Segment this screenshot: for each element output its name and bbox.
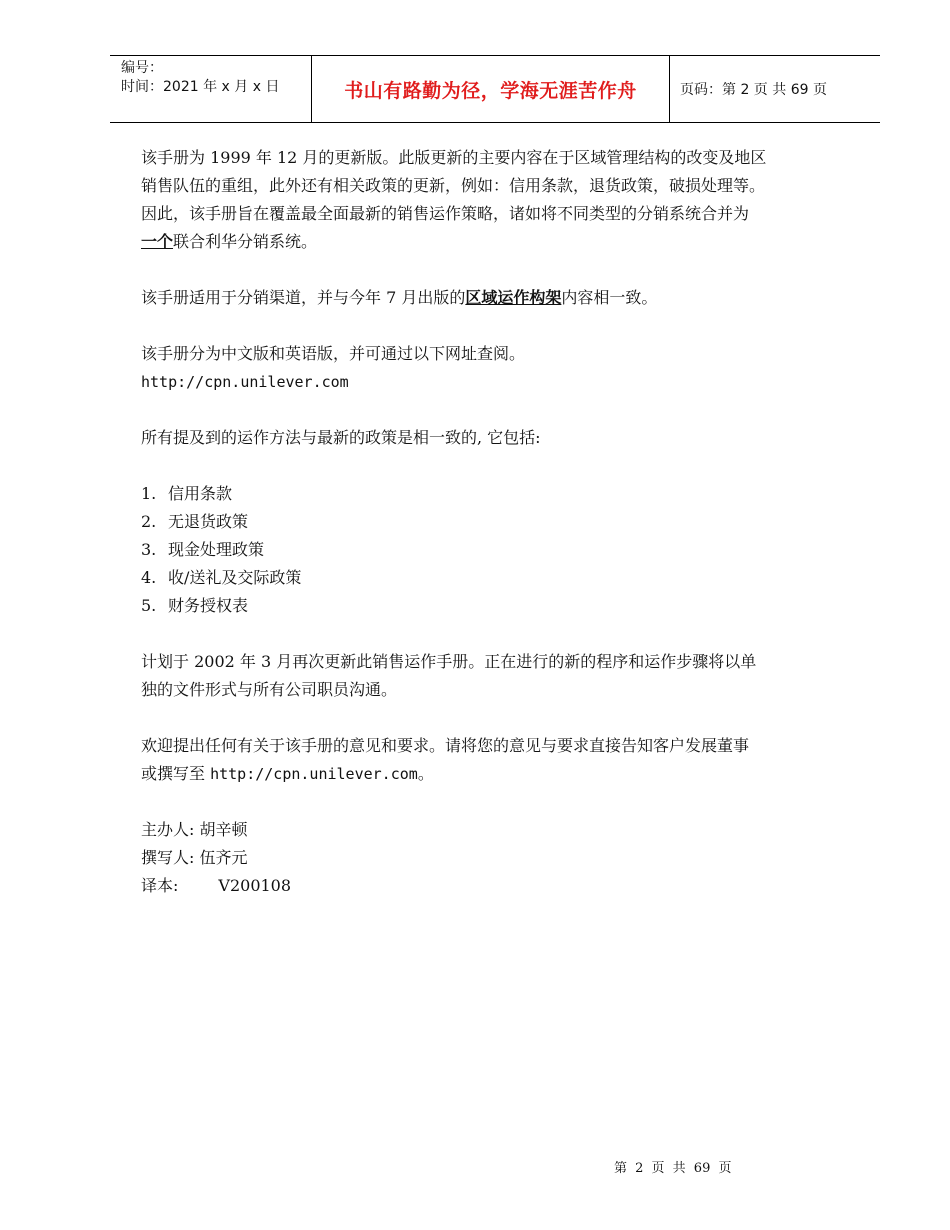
intro-line-2: 销售队伍的重组，此外还有相关政策的更新，例如：信用条款，退货政策，破损处理等。 [141, 176, 766, 195]
document-body [141, 144, 861, 900]
list-item-text: 财务授权表 [168, 596, 249, 615]
header-time-label: 时间：2021 年 x 月 x 日 [121, 79, 280, 95]
version-value: V200108 [218, 876, 292, 895]
header-number-label: 编号： [121, 60, 163, 76]
update-line-2: 独的文件形式与所有公司职员沟通。 [141, 680, 398, 699]
list-item [141, 592, 861, 620]
paragraph-includes: 所有提及到的运作方法与最新的政策是相一致的, 它包括: [141, 428, 541, 447]
feedback-line-2-before: 或撰写至 [141, 764, 211, 783]
paragraph-versions [141, 340, 861, 396]
signature-block [141, 816, 861, 900]
sponsor-name: 胡辛顿 [199, 820, 248, 839]
intro-line-1: 该手册为 1999 年 12 月的更新版。此版更新的主要内容在于区域管理结构的改变及地区 [141, 148, 767, 167]
header-motto: 书山有路勤为径，学海无涯苦作舟 [311, 56, 670, 122]
paragraph-feedback [141, 732, 861, 788]
policy-list [141, 480, 861, 620]
list-item-number: 4. [141, 568, 157, 587]
regional-framework-link[interactable]: 区域运作构架 [465, 288, 562, 307]
list-item-text: 无退货政策 [168, 512, 249, 531]
list-item-number: 1. [141, 484, 157, 503]
paragraph-update-plan [141, 648, 861, 704]
paragraph-scope [141, 284, 861, 312]
scope-text-after: 内容相一致。 [561, 288, 658, 307]
page-footer: 第 2 页 共 69 页 [614, 1161, 732, 1176]
header-meta [110, 56, 311, 122]
update-line-1: 计划于 2002 年 3 月再次更新此销售运作手册。正在进行的新的程序和运作步骤将以单 [141, 652, 757, 671]
list-item-number: 5. [141, 596, 157, 615]
list-item-text: 信用条款 [168, 484, 233, 503]
list-item-text: 收/送礼及交际政策 [168, 568, 302, 587]
page-header [110, 55, 880, 123]
feedback-url[interactable]: http://cpn.unilever.com [210, 765, 418, 783]
feedback-line-1: 欢迎提出任何有关于该手册的意见和要求。请将您的意见与要求直接告知客户发展董事 [141, 736, 750, 755]
version-label: 译本: [141, 876, 179, 895]
writer-name: 伍齐元 [199, 848, 248, 867]
header-page-label: 页码：第 2 页 共 69 页 [680, 82, 827, 98]
list-item-number: 2. [141, 512, 157, 531]
feedback-line-2-after: 。 [417, 764, 434, 783]
intro-line-4: 联合利华分销系统。 [173, 232, 318, 251]
scope-text-before: 该手册适用于分销渠道，并与今年 7 月出版的 [141, 288, 466, 307]
list-item [141, 508, 861, 536]
list-item [141, 536, 861, 564]
intro-line-3: 因此，该手册旨在覆盖最全面最新的销售运作策略，诸如将不同类型的分销系统合并为 [141, 204, 750, 223]
paragraph-intro [141, 144, 861, 256]
list-item-text: 现金处理政策 [168, 540, 265, 559]
list-item-number: 3. [141, 540, 157, 559]
list-item [141, 564, 861, 592]
website-url[interactable]: http://cpn.unilever.com [141, 373, 349, 391]
sponsor-label: 主办人: [141, 820, 195, 839]
list-item [141, 480, 861, 508]
versions-line: 该手册分为中文版和英语版，并可通过以下网址查阅。 [141, 344, 526, 363]
intro-underlined-text: 一个 [141, 232, 174, 251]
writer-label: 撰写人: [141, 848, 195, 867]
